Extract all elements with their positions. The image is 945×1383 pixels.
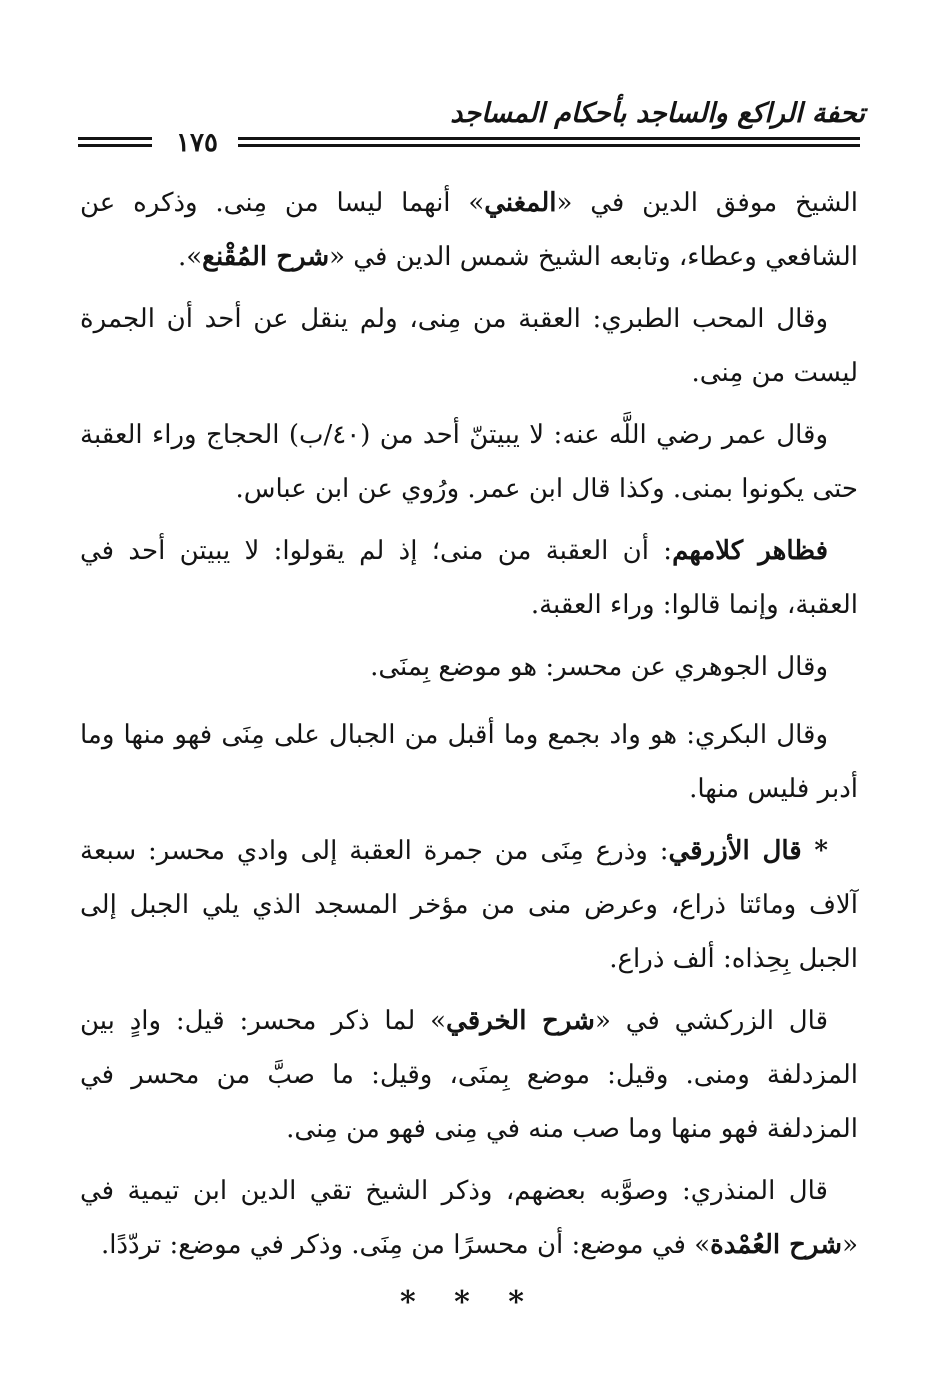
book-title-sharh-almuqni: شرح المُقْنع	[202, 242, 330, 272]
paragraph-zahir	[80, 524, 858, 632]
book-title-sharh-alumda: شرح العُمْدة	[710, 1230, 843, 1260]
text-span: قال الزركشي في «	[594, 1006, 829, 1036]
bold-lead-in: فظاهر كلامهم	[672, 536, 828, 566]
header-rule-long	[238, 137, 860, 147]
text-span: » لما ذكر محسر: قيل: وادٍ بين المزدلفة ومنى. وقيل: موضع بِمنَى، وقيل: ما صبَّ من محسر في المزدلفة فهو منها وما صب منه في مِنى فهو من مِنى.	[80, 1006, 858, 1144]
paragraph-mughni	[80, 176, 858, 284]
text-span: » أنهما ليسا من مِنى. وذكره عن الشافعي وعطاء، وتابعه الشيخ شمس الدين في «	[80, 188, 858, 272]
paragraph-mundhiri	[80, 1164, 858, 1272]
paragraph-tabari	[80, 292, 858, 400]
book-title-mughni: المغني	[484, 188, 557, 218]
bold-lead-in: * قال الأزرقي	[668, 836, 828, 866]
book-title-sharh-alkharqi: شرح الخرقي	[446, 1006, 595, 1036]
text-span: وقال البكري: هو واد بجمع وما أقبل من الجبال على مِنَى فهو منها وما أدبر فليس منها.	[80, 720, 858, 804]
text-span: وقال عمر رضي اللَّه عنه: لا يبيتنّ أحد من (٤٠/ب) الحجاج وراء العقبة حتى يكونوا بمنى. وكذا قال ابن عمر. ورُوي عن ابن عباس.	[80, 420, 858, 504]
section-separator: * * *	[400, 1285, 538, 1320]
page-number: ١٧٥	[176, 128, 218, 158]
running-title: تحفة الراكع والساجد بأحكام المساجد	[450, 98, 865, 129]
paragraph-bakri	[80, 708, 858, 816]
text-span: الشيخ موفق الدين في «	[556, 188, 858, 218]
paragraph-jawhari	[80, 640, 858, 694]
text-span: وقال الجوهري عن محسر: هو موضع بِمنَى.	[370, 652, 828, 682]
text-span: قال المنذري: وصوَّبه بعضهم، وذكر الشيخ تقي الدين ابن تيمية في «	[80, 1176, 858, 1260]
paragraph-azraqi	[80, 824, 858, 986]
paragraph-zarkashi	[80, 994, 858, 1156]
text-span: » في موضع: أن محسرًا من مِنَى. وذكر في موضع: تردّدًا.	[100, 1230, 711, 1260]
text-span: وقال المحب الطبري: العقبة من مِنى، ولم ينقل عن أحد أن الجمرة ليست من مِنى.	[80, 304, 858, 388]
paragraph-umar	[80, 408, 858, 516]
page-body	[80, 176, 858, 1330]
text-span: : أن العقبة من منى؛ إذ لم يقولوا: لا يبيتن أحد في العقبة، وإنما قالوا: وراء العقبة.	[80, 536, 858, 620]
text-span: : وذرع مِنَى من جمرة العقبة إلى وادي محسر: سبعة آلاف ومائتا ذراع، وعرض منى من مؤخر المسجد الذي يلي الجبل إلى الجبل بِحِذاه: ألف ذراع.	[80, 836, 858, 974]
header-rule-short	[78, 137, 152, 147]
text-span: ».	[177, 242, 203, 272]
